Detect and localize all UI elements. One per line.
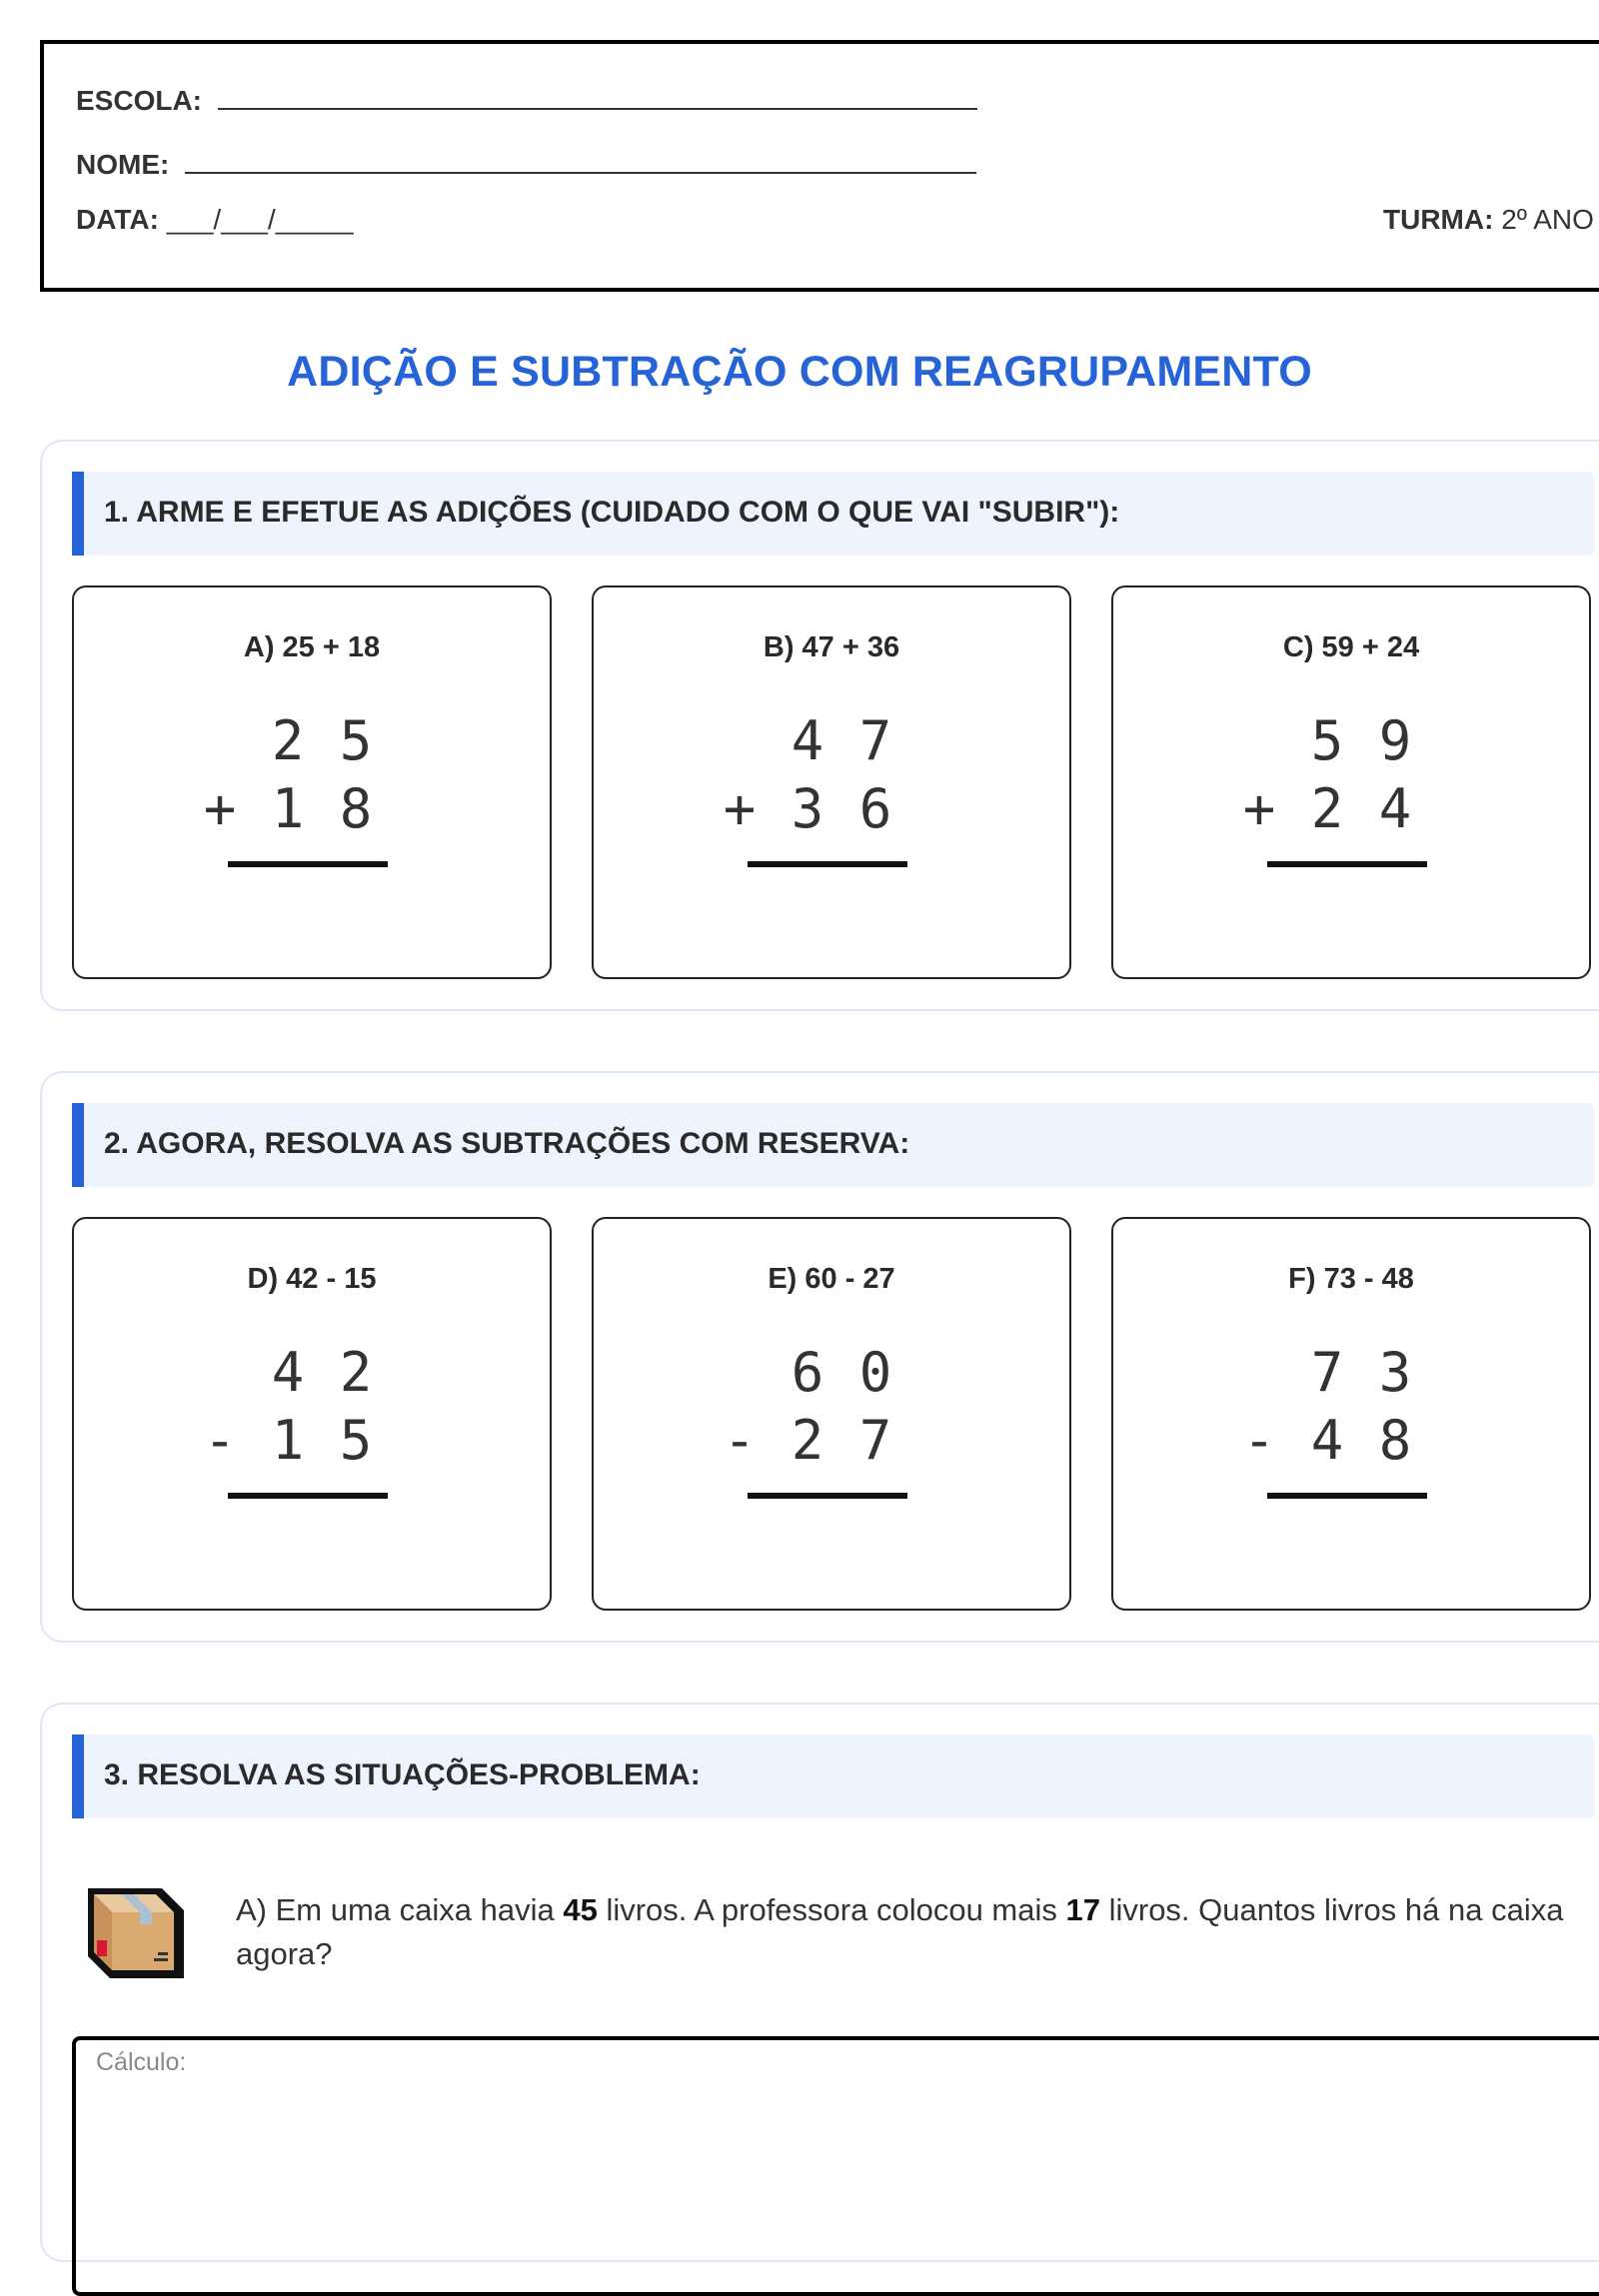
nome-label: NOME: — [76, 149, 170, 180]
operator-sign: - — [203, 1409, 237, 1472]
digit-units: 5 — [339, 709, 373, 772]
digit-tens: 2 — [271, 709, 305, 772]
digit-tens: 1 — [271, 1409, 305, 1472]
student-info-box — [40, 40, 1599, 292]
section-heading — [72, 472, 1595, 556]
section-addition — [40, 440, 1599, 1011]
digit-tens: 2 — [1310, 777, 1344, 840]
number-highlight: 17 — [1065, 1892, 1100, 1927]
problem-card[interactable] — [1111, 585, 1591, 979]
problem-card[interactable] — [72, 585, 552, 979]
digit-tens: 5 — [1310, 709, 1344, 772]
digit-tens: 4 — [1310, 1409, 1344, 1472]
operator-sign: - — [1242, 1409, 1276, 1472]
turma-line — [1383, 204, 1594, 236]
turma-value: 2º ANO — [1501, 204, 1594, 235]
section-subtraction — [40, 1071, 1599, 1643]
digit-tens: 7 — [1310, 1341, 1344, 1404]
result-line — [1267, 1493, 1427, 1499]
digit-units: 5 — [339, 1409, 373, 1472]
page-title: ADIÇÃO E SUBTRAÇÃO COM REAGRUPAMENTO — [287, 348, 1312, 396]
word-problem-text: A) Em uma caixa havia 45 livros. A professora colocou mais 17 livros. Quantos livros há na caixa agora? — [236, 1892, 1564, 1971]
digit-tens: 6 — [791, 1341, 824, 1404]
problem-card[interactable] — [1111, 1217, 1591, 1611]
turma-label: TURMA: — [1383, 204, 1494, 235]
section-heading-text: 2. AGORA, RESOLVA AS SUBTRAÇÕES COM RESERVA: — [104, 1127, 910, 1160]
digit-tens: 4 — [271, 1341, 305, 1404]
nome-line — [76, 142, 976, 181]
section-word-problems — [40, 1703, 1599, 2262]
operator-sign: - — [723, 1409, 757, 1472]
digit-units: 7 — [858, 1409, 892, 1472]
digit-units: 8 — [339, 777, 373, 840]
result-line — [748, 861, 907, 867]
escola-line — [76, 78, 977, 117]
operator-sign: + — [723, 777, 757, 840]
nome-field[interactable] — [185, 142, 976, 174]
data-label: DATA: — [76, 204, 159, 235]
digit-units: 7 — [858, 709, 892, 772]
operator-sign: + — [203, 777, 237, 840]
section-heading — [72, 1103, 1595, 1187]
calculation-area[interactable] — [72, 2036, 1599, 2296]
digit-units: 9 — [1378, 709, 1412, 772]
problem-label: E) 60 - 27 — [768, 1263, 895, 1295]
escola-field[interactable] — [218, 78, 977, 110]
digit-units: 6 — [858, 777, 892, 840]
digit-units: 3 — [1378, 1341, 1412, 1404]
problem-label: A) 25 + 18 — [243, 631, 381, 663]
result-line — [228, 861, 388, 867]
data-field[interactable]: ___/___/_____ — [166, 204, 354, 235]
result-line — [748, 1493, 907, 1499]
problem-label: B) 47 + 36 — [763, 631, 900, 663]
problem-card[interactable] — [592, 585, 1071, 979]
digit-units: 4 — [1378, 777, 1412, 840]
digit-tens: 1 — [271, 777, 305, 840]
digit-units: 0 — [858, 1341, 892, 1404]
digit-tens: 4 — [791, 709, 824, 772]
problem-card[interactable] — [72, 1217, 552, 1611]
problem-label: C) 59 + 24 — [1282, 631, 1420, 663]
section-heading-text: 3. RESOLVA AS SITUAÇÕES-PROBLEMA: — [104, 1758, 701, 1791]
digit-units: 2 — [339, 1341, 373, 1404]
box-icon — [82, 1880, 188, 1984]
problem-card[interactable] — [592, 1217, 1071, 1611]
calculation-label: Cálculo: — [96, 2048, 187, 2076]
section-heading-text: 1. ARME E EFETUE AS ADIÇÕES (CUIDADO COM O QUE VAI "SUBIR"): — [104, 496, 1120, 529]
digit-tens: 2 — [791, 1409, 824, 1472]
escola-label: ESCOLA: — [76, 85, 202, 116]
digit-tens: 3 — [791, 777, 824, 840]
section-heading — [72, 1734, 1595, 1818]
problem-label: D) 42 - 15 — [247, 1263, 377, 1295]
data-line — [76, 204, 354, 236]
result-line — [228, 1493, 388, 1499]
digit-units: 8 — [1378, 1409, 1412, 1472]
problem-label: F) 73 - 48 — [1288, 1263, 1414, 1295]
number-highlight: 45 — [563, 1892, 598, 1927]
operator-sign: + — [1242, 777, 1276, 840]
result-line — [1267, 861, 1427, 867]
